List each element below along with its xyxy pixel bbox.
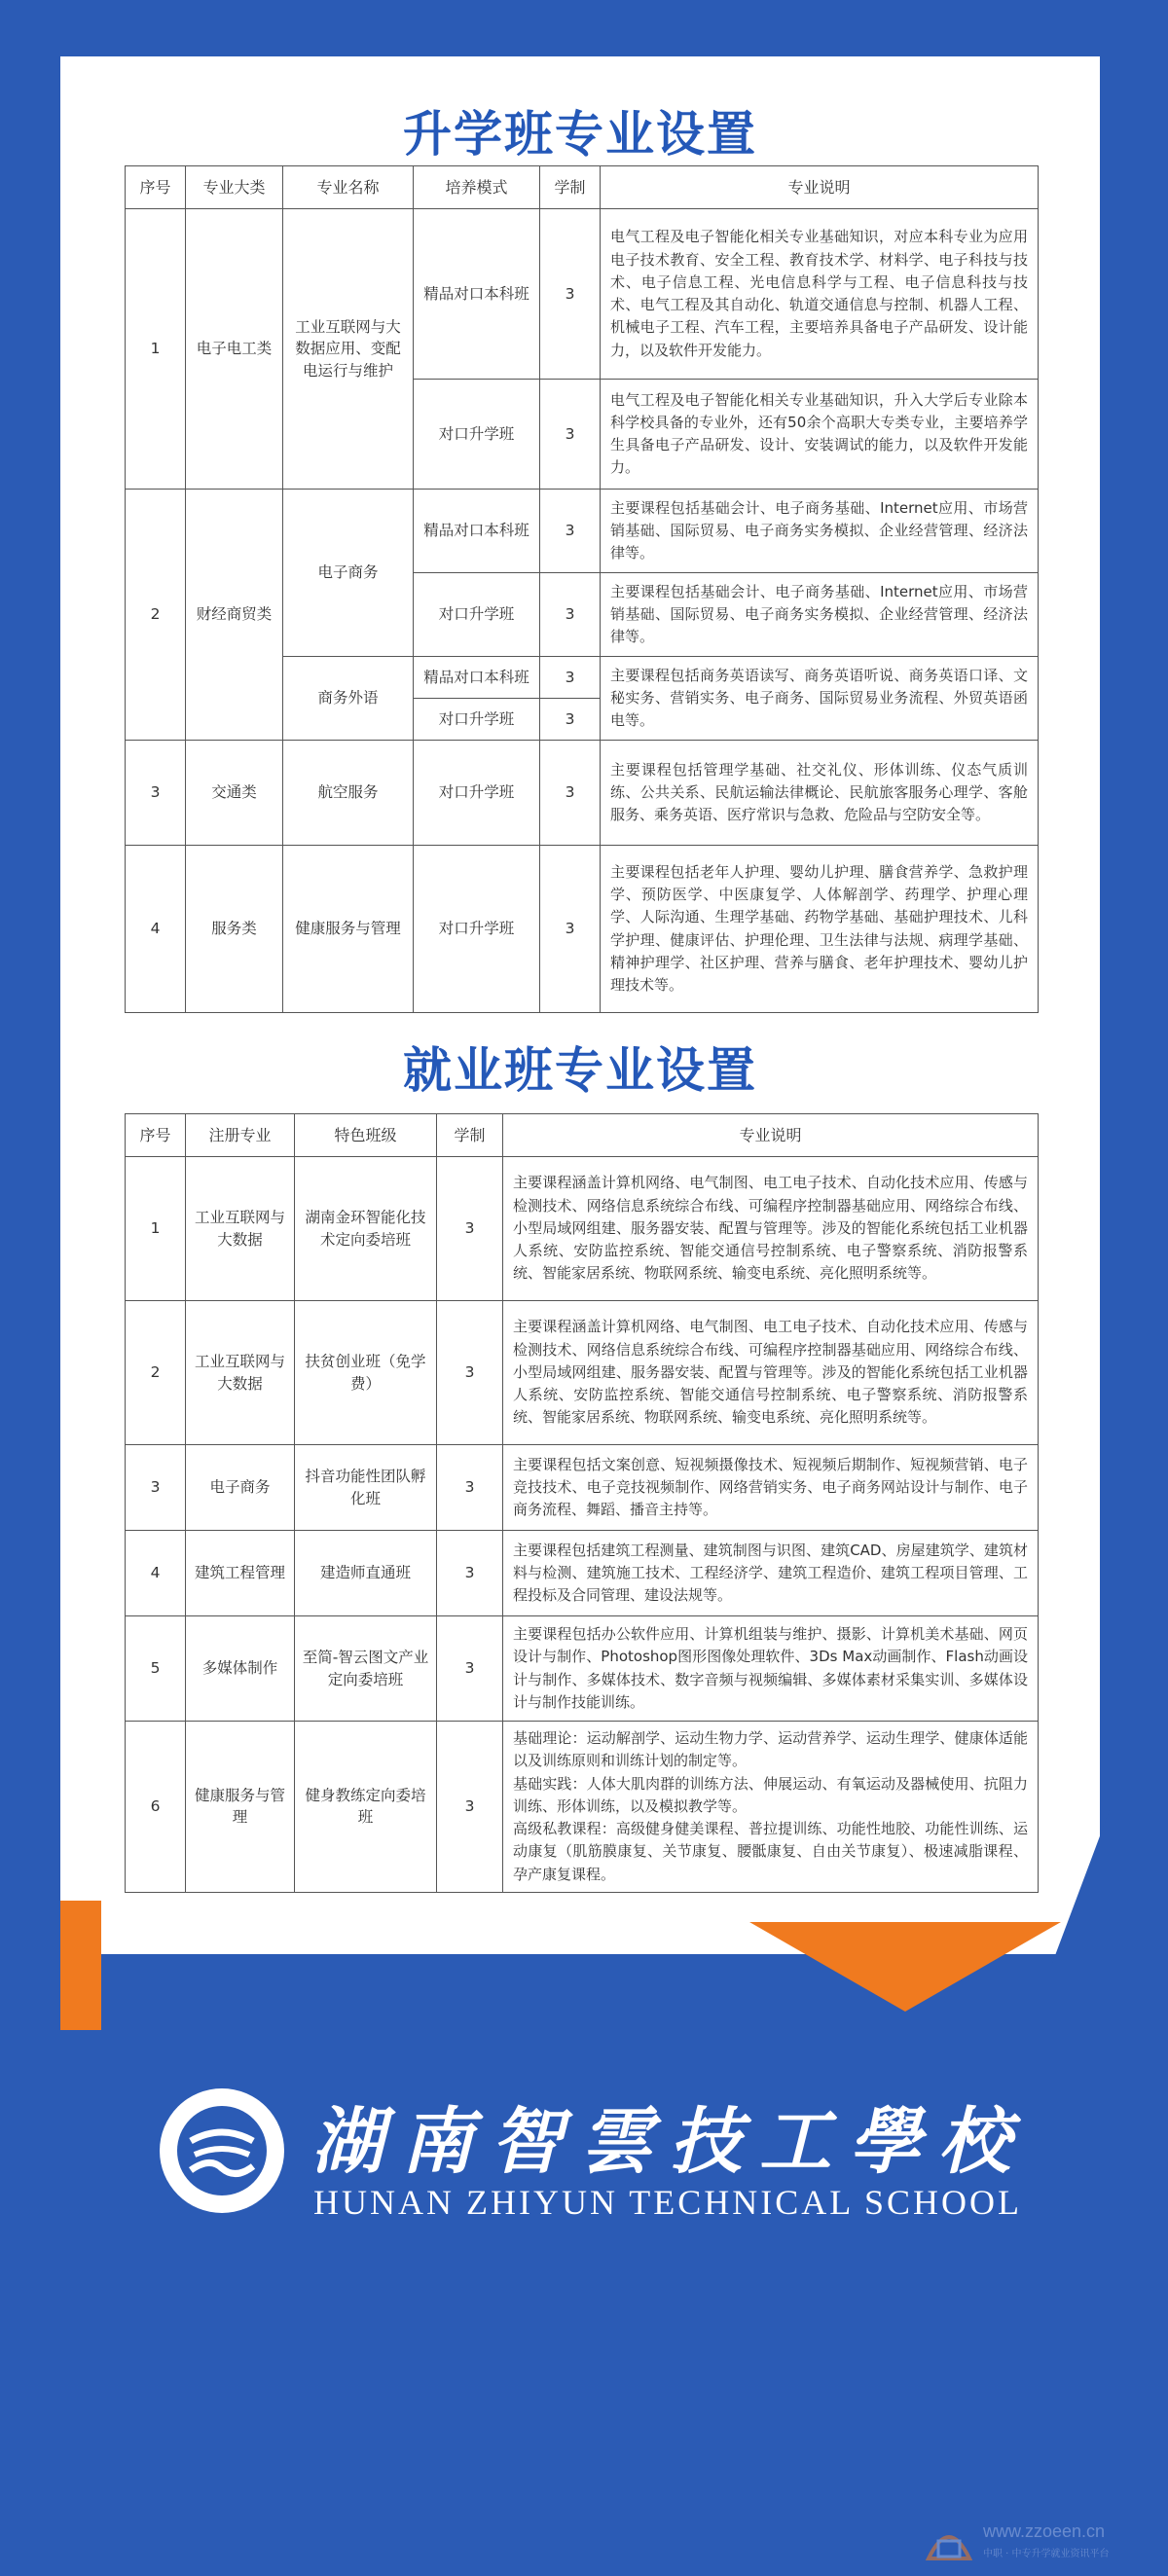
table-row [126,846,1039,1013]
row-no: 4 [126,1531,186,1616]
row-no: 4 [126,846,186,1013]
row-major: 健康服务与管理 [186,1722,295,1893]
orange-accent-triangle [749,1922,1061,2012]
row-desc: 主要课程包括建筑工程测量、建筑制图与识图、建筑CAD、房屋建筑学、建筑材料与检测、建筑施工技术、工程经济学、建筑工程造价、建筑工程项目管理、工程投标及合同管理、建设法规等。 [503,1531,1039,1616]
row-desc: 主要课程包括文案创意、短视频摄像技术、短视频后期制作、短视频营销、电子竞技技术、电子竞技视频制作、网络营销实务、电子商务网站设计与制作、电子商务流程、舞蹈、播音主持等。 [503,1445,1039,1531]
table-row [126,1157,1039,1301]
row-class: 至简-智云图文产业定向委培班 [295,1616,437,1722]
row-years: 3 [540,741,601,846]
watermark-logo-icon [925,2516,973,2560]
table-row [126,209,1039,380]
row-desc: 电气工程及电子智能化相关专业基础知识，对应本科专业为应用电子技术教育、安全工程、教育技术学、材料学、电子科技与技术、电子信息工程、光电信息科学与工程、电子信息科技与技术、电气工程及其自动化、轨道交通信息与控制、机器人工程、机械电子工程、汽车工程，主要培养具备电子产品研发、设计能力，以及软件开发能力。 [601,209,1039,380]
row-years: 3 [540,657,601,699]
table-row [126,1301,1039,1445]
content-card [60,56,1100,1954]
row-no: 6 [126,1722,186,1893]
row-class: 抖音功能性团队孵化班 [295,1445,437,1531]
header-mode: 培养模式 [414,166,540,209]
row-class: 湖南金环智能化技术定向委培班 [295,1157,437,1301]
row-mode: 对口升学班 [414,380,540,490]
row-major: 多媒体制作 [186,1616,295,1722]
section-title-employment: 就业班专业设置 [403,1042,757,1099]
row-major: 航空服务 [283,741,414,846]
row-no: 2 [126,490,186,741]
row-years: 3 [437,1445,503,1531]
row-mode: 对口升学班 [414,573,540,657]
header-no: 序号 [126,166,186,209]
school-name-english: HUNAN ZHIYUN TECHNICAL SCHOOL [313,2183,1022,2222]
row-years: 3 [540,699,601,741]
desc-advanced: 高级私教课程：高级健身健美课程、普拉提训练、功能性地胶、功能性训练、运动康复（肌筋膜康复、关节康复、腰骶康复、自由关节康复）、极速减脂课程、孕产康复课程。 [513,1820,1028,1883]
school-logo-block [146,2085,1051,2231]
watermark-url: www.zzoeen.cn [983,2522,1106,2541]
row-major: 工业互联网与大数据 [186,1301,295,1445]
row-no: 1 [126,1157,186,1301]
table-row [126,741,1039,846]
table-row [126,1616,1039,1722]
row-desc: 电气工程及电子智能化相关专业基础知识，升入大学后专业除本科学校具备的专业外，还有50余个高职大专类专业，主要培养学生具备电子产品研发、设计、安装调试的能力，以及软件开发能力。 [601,380,1039,490]
orange-accent-bar [60,1901,101,2030]
header-class: 特色班级 [295,1114,437,1157]
row-major: 工业互联网与大数据 [186,1157,295,1301]
row-years: 3 [437,1616,503,1722]
employment-table [125,1113,1039,1893]
row-no: 3 [126,1445,186,1531]
row-major: 电子商务 [283,490,414,657]
row-category: 交通类 [186,741,283,846]
row-class: 建造师直通班 [295,1531,437,1616]
table-row [126,1531,1039,1616]
watermark-tagline: 中职 · 中专升学就业资讯平台 [983,2549,1110,2559]
row-years: 3 [540,490,601,573]
row-desc: 主要课程包括管理学基础、社交礼仪、形体训练、仪态气质训练、公共关系、民航运输法律概论、民航旅客服务心理学、客舱服务、乘务英语、医疗常识与急救、危险品与空防安全等。 [601,741,1039,846]
row-years: 3 [540,380,601,490]
header-desc: 专业说明 [601,166,1039,209]
row-desc: 主要课程包括基础会计、电子商务基础、Internet应用、市场营销基础、国际贸易、电子商务实务模拟、企业经营管理、经济法律等。 [601,490,1039,573]
row-mode: 对口升学班 [414,699,540,741]
row-desc: 主要课程涵盖计算机网络、电气制图、电工电子技术、自动化技术应用、传感与检测技术、网络信息系统综合布线、可编程序控制器基础应用、网络综合布线、小型局域网组建、服务器安装、配置与管理等。涉及的智能化系统包括工业机器人系统、安防监控系统、智能交通信号控制系统、电子警察系统、消防报警系统、智能家居系统、物联网系统、输变电系统、亮化照明系统等。 [503,1157,1039,1301]
header-category: 专业大类 [186,166,283,209]
school-emblem-icon [156,2085,288,2217]
row-category: 服务类 [186,846,283,1013]
section-title-upgrade: 升学班专业设置 [403,106,757,163]
row-no: 1 [126,209,186,490]
row-years: 3 [540,573,601,657]
row-class: 健身教练定向委培班 [295,1722,437,1893]
header-years: 学制 [437,1114,503,1157]
header-no: 序号 [126,1114,186,1157]
table-row [126,1445,1039,1531]
school-name-chinese: 湖南智雲技工學校 [311,2100,1028,2184]
row-mode: 精品对口本科班 [414,490,540,573]
row-desc: 主要课程包括商务英语读写、商务英语听说、商务英语口译、文秘实务、营销实务、电子商务、国际贸易业务流程、外贸英语函电等。 [601,657,1039,741]
row-no: 2 [126,1301,186,1445]
header-major: 专业名称 [283,166,414,209]
row-no: 3 [126,741,186,846]
row-years: 3 [437,1301,503,1445]
table-header-row [126,166,1039,209]
row-major: 电子商务 [186,1445,295,1531]
row-mode: 对口升学班 [414,741,540,846]
row-major: 商务外语 [283,657,414,741]
header-desc: 专业说明 [503,1114,1039,1157]
row-class: 扶贫创业班（免学费） [295,1301,437,1445]
row-mode: 精品对口本科班 [414,209,540,380]
row-years: 3 [540,209,601,380]
row-desc: 主要课程包括老年人护理、婴幼儿护理、膳食营养学、急救护理学、预防医学、中医康复学、人体解剖学、药理学、护理心理学、人际沟通、生理学基础、药物学基础、基础护理技术、儿科学护理、健康评估、护理伦理、卫生法律与法规、病理学基础、精神护理学、社区护理、营养与膳食、老年护理技术、婴幼儿护理技术等。 [601,846,1039,1013]
row-major: 工业互联网与大数据应用、变配电运行与维护 [283,209,414,490]
row-category: 财经商贸类 [186,490,283,741]
row-major: 健康服务与管理 [283,846,414,1013]
header-major: 注册专业 [186,1114,295,1157]
desc-practice: 基础实践：人体大肌肉群的训练方法、伸展运动、有氧运动及器械使用、抗阻力训练、形体训练，以及模拟教学等。 [513,1774,1028,1815]
upgrade-table [125,165,1039,1013]
row-category: 电子电工类 [186,209,283,490]
row-years: 3 [540,846,601,1013]
table-row [126,490,1039,573]
table-row [126,1722,1039,1893]
row-desc: 主要课程涵盖计算机网络、电气制图、电工电子技术、自动化技术应用、传感与检测技术、网络信息系统综合布线、可编程序控制器基础应用、网络综合布线、小型局域网组建、服务器安装、配置与管理等。涉及的智能化系统包括工业机器人系统、安防监控系统、智能交通信号控制系统、电子警察系统、消防报警系统、智能家居系统、物联网系统、输变电系统、亮化照明系统等。 [503,1301,1039,1445]
desc-theory: 基础理论：运动解剖学、运动生物力学、运动营养学、运动生理学、健康体适能以及训练原则和训练计划的制定等。 [513,1729,1028,1770]
row-major: 建筑工程管理 [186,1531,295,1616]
row-desc [503,1722,1039,1893]
row-mode: 精品对口本科班 [414,657,540,699]
row-no: 5 [126,1616,186,1722]
row-years: 3 [437,1531,503,1616]
site-watermark [925,2516,1158,2569]
row-years: 3 [437,1722,503,1893]
row-mode: 对口升学班 [414,846,540,1013]
table-header-row [126,1114,1039,1157]
row-desc: 主要课程包括基础会计、电子商务基础、Internet应用、市场营销基础、国际贸易、电子商务实务模拟、企业经营管理、经济法律等。 [601,573,1039,657]
header-years: 学制 [540,166,601,209]
row-desc: 主要课程包括办公软件应用、计算机组装与维护、摄影、计算机美术基础、网页设计与制作、Photoshop图形图像处理软件、3Ds Max动画制作、Flash动画设计与制作、多媒体技术、数字音频与视频编辑、多媒体素材采集实训、多媒体设计与制作技能训练。 [503,1616,1039,1722]
row-years: 3 [437,1157,503,1301]
